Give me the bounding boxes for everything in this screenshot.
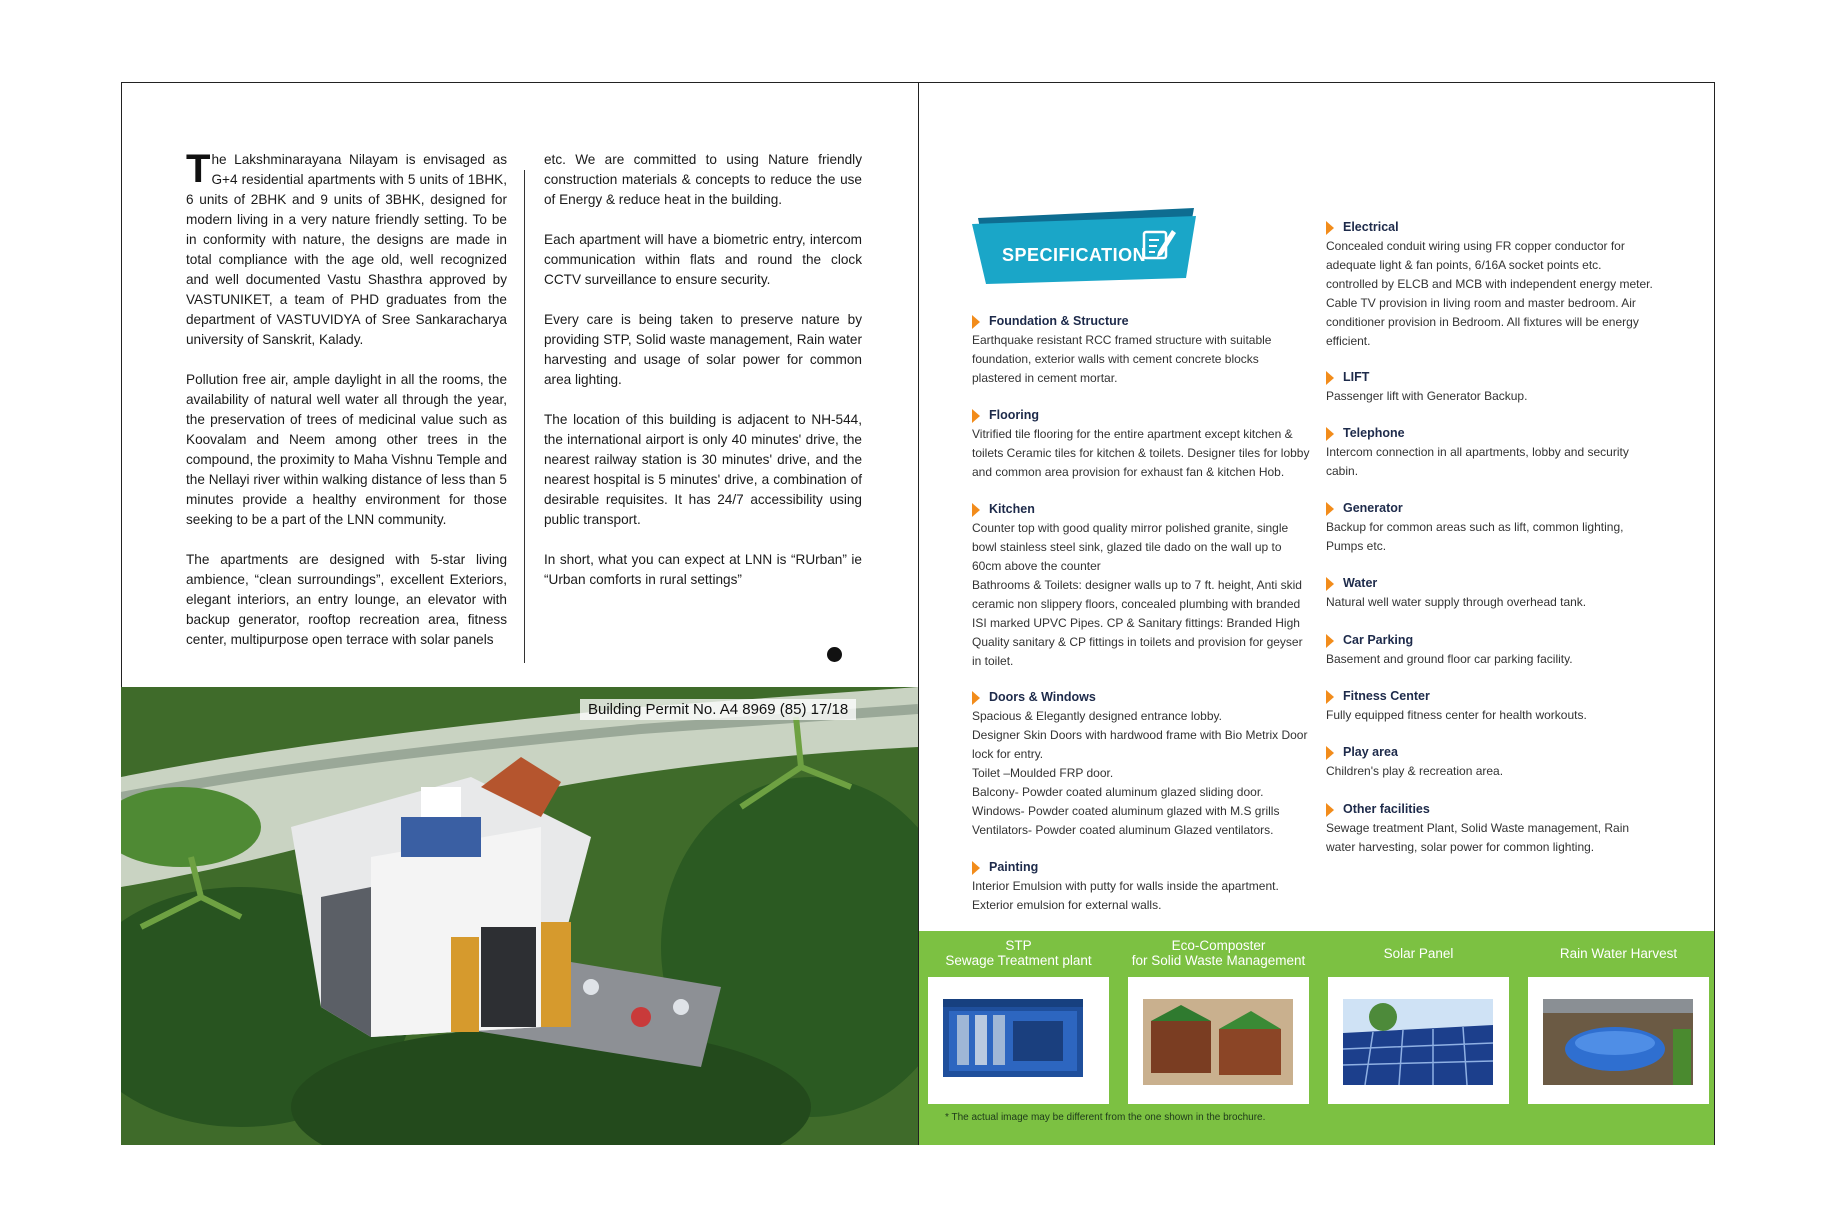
- feature-label: STP Sewage Treatment plant: [945, 938, 1092, 968]
- spec-other-facilities: Other facilities Sewage treatment Plant, Solid Waste management, Rain water harvesting, solar power for common lighting.: [1326, 802, 1630, 854]
- intro-paragraph-3: The apartments are designed with 5-star living ambience, “clean surroundings”, excellent Exteriors, elegant interiors, an entry lounge, an elevator with backup generator, rooftop recreation area, fitness center, multipurpose open terrace with solar panels: [186, 552, 507, 647]
- orange-arrow-icon: [972, 315, 980, 329]
- column-rule: [524, 170, 525, 663]
- orange-arrow-icon: [1326, 690, 1334, 704]
- spec-water: Water Natural well water supply through overhead tank.: [1326, 576, 1587, 609]
- spec-electrical: Electrical Concealed conduit wiring using FR copper conductor for adequate light & fan points, 6/16A socket points etc. controlled by ELCB and MCB with independent energy meter. Cable TV provision in living room and master bedroom. Air conditioner provision in Bedroom. All fixtures will be energy efficient.: [1326, 220, 1653, 348]
- spec-telephone: Telephone Intercom connection in all apartments, lobby and security cabin.: [1326, 426, 1629, 478]
- orange-arrow-icon: [1326, 502, 1334, 516]
- orange-arrow-icon: [1326, 634, 1334, 648]
- spec-painting: Painting Interior Emulsion with putty for walls inside the apartment. Exterior emulsion for external walls.: [972, 860, 1279, 912]
- solar-panel-image: [1343, 999, 1493, 1085]
- intro-paragraph-7: The location of this building is adjacent to NH-544, the international airport is only 40 minutes' drive, the nearest railway station is 30 minutes' drive, and the nearest hospital is 5 minutes' drive, a combination of desirable requisites. It has 24/7 accessibility using public transport.: [544, 412, 862, 527]
- drop-cap: T: [186, 147, 211, 191]
- orange-arrow-icon: [1326, 371, 1334, 385]
- orange-arrow-icon: [1326, 746, 1334, 760]
- intro-paragraph-5: Each apartment will have a biometric entry, intercom communication within flats and round the clock CCTV surveillance to ensure security.: [544, 232, 862, 287]
- stp-unit-image: [943, 999, 1093, 1085]
- bullet-dot: [827, 647, 842, 662]
- composter-image: [1143, 999, 1293, 1085]
- orange-arrow-icon: [1326, 577, 1334, 591]
- spec-kitchen: Kitchen Counter top with good quality mirror polished granite, single bowl stainless steel sink, glazed tile dado on the wall up to 60cm above the counter Bathrooms & Toilets: designer walls up to 7 ft. height, Anti skid ceramic non slippery floors, concealed plumbing with branded ISI marked UPVC Pipes. CP & Sanitary fittings: Branded High Quality sanitary & CP fittings in toilets and provision for geyser in toilet.: [972, 502, 1303, 668]
- building-rendering: [121, 687, 918, 1145]
- spec-generator: Generator Backup for common areas such as lift, common lighting, Pumps etc.: [1326, 501, 1624, 553]
- orange-arrow-icon: [1326, 221, 1334, 235]
- orange-arrow-icon: [972, 691, 980, 705]
- feature-rain-water-harvest: [1522, 931, 1715, 975]
- intro-paragraph-6: Every care is being taken to preserve nature by providing STP, Solid waste management, Rain water harvesting and usage of solar power for common area lighting.: [544, 312, 862, 387]
- intro-column-1: [186, 147, 507, 670]
- building-permit-label: Building Permit No. A4 8969 (85) 17/18: [580, 699, 856, 720]
- feature-stp: [922, 931, 1115, 975]
- image-disclaimer: * The actual image may be different from the one shown in the brochure.: [945, 1112, 1266, 1123]
- rain-water-tank-image: [1543, 999, 1693, 1085]
- spec-foundation: Foundation & Structure Earthquake resistant RCC framed structure with suitable foundation, exterior walls with cement concrete blocks plastered in cement mortar.: [972, 314, 1272, 385]
- intro-paragraph-8: In short, what you can expect at LNN is “RUrban” ie “Urban comforts in rural settings”: [544, 552, 862, 587]
- feature-eco-composter: [1122, 931, 1315, 975]
- spec-doors-windows: Doors & Windows Spacious & Elegantly designed entrance lobby. Designer Skin Doors with hardwood frame with Bio Metrix Door lock for entry. Toilet –Moulded FRP door. Balcony- Powder coated aluminum glazed sliding door. Windows- Powder coated aluminum glazed with M.S grills Ventilators- Powder coated aluminum Glazed ventilators.: [972, 690, 1308, 837]
- orange-arrow-icon: [972, 503, 980, 517]
- feature-label: Solar Panel: [1383, 945, 1454, 961]
- spec-fitness-center: Fitness Center Fully equipped fitness center for health workouts.: [1326, 689, 1587, 722]
- orange-arrow-icon: [1326, 803, 1334, 817]
- orange-arrow-icon: [972, 861, 980, 875]
- feature-label: Rain Water Harvest: [1559, 945, 1678, 961]
- spec-car-parking: Car Parking Basement and ground floor car parking facility.: [1326, 633, 1573, 666]
- orange-arrow-icon: [1326, 427, 1334, 441]
- spec-flooring: Flooring Vitrified tile flooring for the entire apartment except kitchen & toilets Ceramic tiles for kitchen & toilets. Designer tiles for lobby and common area provision for exhaust fan & kitchen Hob.: [972, 408, 1310, 479]
- intro-paragraph-2: Pollution free air, ample daylight in all the rooms, the availability of natural well water all through the year, the preservation of trees of medicinal value such as Koovalam and Neem among other trees in the compound, the proximity to Maha Vishnu Temple and the Nellayi river within walking distance of less than 5 minutes provide a healthy environment for those seeking to be a part of the LNN community.: [186, 372, 507, 527]
- intro-paragraph-1: The Lakshminarayana Nilayam is envisaged as G+4 residential apartments with 5 units of 1BHK, 6 units of 2BHK and 9 units of 3BHK, designed for modern living in a very nature friendly setting. To be in conformity with nature, the designs are made in total compliance with the age old, well recognized and well documented Vastu Shasthra approved by VASTUNIKET, a team of PHD graduates from the department of VASTUVIDYA of Sree Sankaracharya university of Sanskrit, Kalady.: [186, 147, 507, 347]
- intro-column-2: [544, 150, 862, 610]
- specification-title: SPECIFICATION: [1002, 245, 1147, 265]
- aerial-view-illustration: [121, 687, 918, 1145]
- spec-lift: LIFT Passenger lift with Generator Backup.: [1326, 370, 1528, 403]
- feature-solar-panel: [1322, 931, 1515, 975]
- intro-paragraph-4: etc. We are committed to using Nature friendly construction materials & concepts to reduce the use of Energy & reduce heat in the building.: [544, 152, 862, 207]
- feature-label: Eco-Composter for Solid Waste Management: [1131, 938, 1306, 968]
- spec-play-area: Play area Children's play & recreation area.: [1326, 745, 1504, 778]
- orange-arrow-icon: [972, 409, 980, 423]
